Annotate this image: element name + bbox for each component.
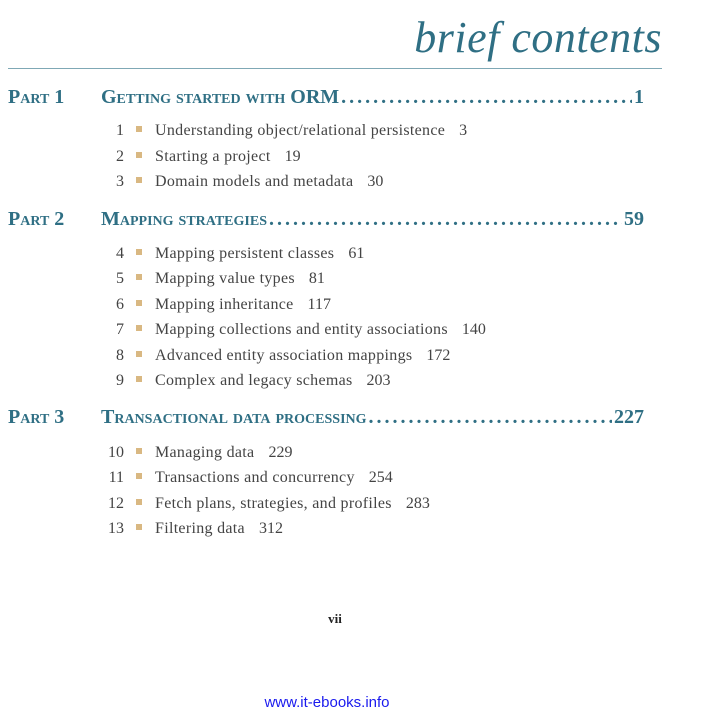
chapter-page-number: 229 bbox=[268, 444, 293, 461]
chapter-title: Mapping value types bbox=[155, 270, 295, 287]
page-number: vii bbox=[328, 611, 342, 626]
chapter-entry[interactable] bbox=[100, 321, 486, 343]
dot-leader bbox=[369, 406, 612, 429]
chapter-number: 11 bbox=[108, 469, 124, 486]
chapter-title: Advanced entity association mappings bbox=[155, 347, 413, 364]
chapter-title: Mapping collections and entity associations bbox=[155, 321, 448, 338]
chapter-page-number: 254 bbox=[368, 469, 393, 486]
bullet-square-icon bbox=[136, 126, 142, 132]
chapter-page-number: 283 bbox=[405, 495, 430, 512]
chapter-title: Mapping inheritance bbox=[155, 296, 294, 313]
dot-leader bbox=[269, 208, 622, 231]
bullet-square-icon bbox=[136, 325, 142, 331]
chapter-page-number: 81 bbox=[308, 270, 325, 287]
bullet-square-icon bbox=[136, 351, 142, 357]
chapter-entry[interactable] bbox=[100, 347, 450, 369]
part-title: Mapping strategies bbox=[101, 208, 267, 230]
chapter-page-number: 203 bbox=[366, 372, 391, 389]
chapter-entry[interactable] bbox=[100, 495, 430, 517]
chapter-title: Understanding object/relational persistence bbox=[155, 122, 446, 139]
part-label: Part 3 bbox=[8, 406, 65, 428]
dot-leader bbox=[341, 86, 632, 109]
chapter-number: 7 bbox=[116, 321, 124, 338]
chapter-title: Mapping persistent classes bbox=[155, 245, 335, 262]
bullet-square-icon bbox=[136, 152, 142, 158]
chapter-page-number: 61 bbox=[348, 245, 365, 262]
bullet-square-icon bbox=[136, 448, 142, 454]
bullet-square-icon bbox=[136, 177, 142, 183]
chapter-entry[interactable] bbox=[100, 122, 467, 144]
part-page-number: 227 bbox=[614, 406, 644, 428]
part-title-row bbox=[101, 406, 614, 429]
part-3-heading[interactable] bbox=[8, 406, 644, 434]
chapter-title: Complex and legacy schemas bbox=[155, 372, 353, 389]
title-rule bbox=[8, 68, 662, 69]
chapter-page-number: 312 bbox=[258, 520, 283, 537]
page-title: brief contents bbox=[414, 13, 662, 62]
chapter-page-number: 30 bbox=[367, 173, 384, 190]
chapter-number: 8 bbox=[116, 347, 124, 364]
chapter-entry[interactable] bbox=[100, 520, 283, 542]
bullet-square-icon bbox=[136, 274, 142, 280]
chapter-number: 12 bbox=[108, 495, 124, 512]
chapter-number: 13 bbox=[108, 520, 124, 537]
part-title: Getting started with ORM bbox=[101, 86, 340, 108]
watermark-link[interactable]: www.it-ebooks.info bbox=[264, 694, 390, 711]
chapter-number: 6 bbox=[116, 296, 124, 313]
bullet-square-icon bbox=[136, 300, 142, 306]
chapter-title: Transactions and concurrency bbox=[155, 469, 355, 486]
chapter-title: Filtering data bbox=[155, 520, 245, 537]
chapter-entry[interactable] bbox=[100, 270, 325, 292]
chapter-entry[interactable] bbox=[100, 296, 331, 318]
chapter-number: 1 bbox=[116, 122, 124, 139]
chapter-entry[interactable] bbox=[100, 444, 292, 466]
part-label: Part 2 bbox=[8, 208, 65, 230]
chapter-page-number: 3 bbox=[459, 122, 468, 139]
chapter-title: Fetch plans, strategies, and profiles bbox=[155, 495, 392, 512]
chapter-page-number: 140 bbox=[461, 321, 486, 338]
chapter-number: 5 bbox=[116, 270, 124, 287]
part-label: Part 1 bbox=[8, 86, 65, 108]
chapter-title: Managing data bbox=[155, 444, 255, 461]
bullet-square-icon bbox=[136, 499, 142, 505]
part-page-number: 59 bbox=[624, 208, 644, 230]
chapter-entry[interactable] bbox=[100, 469, 393, 491]
chapter-number: 10 bbox=[108, 444, 124, 461]
part-title-row bbox=[101, 208, 624, 231]
part-page-number: 1 bbox=[634, 86, 644, 108]
chapter-number: 4 bbox=[116, 245, 124, 262]
part-2-heading[interactable] bbox=[8, 208, 644, 236]
chapter-entry[interactable] bbox=[100, 148, 301, 170]
chapter-page-number: 19 bbox=[284, 148, 301, 165]
chapter-title: Domain models and metadata bbox=[155, 173, 354, 190]
chapter-page-number: 172 bbox=[426, 347, 451, 364]
chapter-page-number: 117 bbox=[307, 296, 331, 313]
bullet-square-icon bbox=[136, 473, 142, 479]
chapter-number: 3 bbox=[116, 173, 124, 190]
chapter-entry[interactable] bbox=[100, 245, 364, 267]
bullet-square-icon bbox=[136, 376, 142, 382]
chapter-entry[interactable] bbox=[100, 173, 383, 195]
chapter-title: Starting a project bbox=[155, 148, 271, 165]
part-1-heading[interactable] bbox=[8, 86, 644, 114]
chapter-number: 9 bbox=[116, 372, 124, 389]
part-title-row bbox=[101, 86, 634, 109]
bullet-square-icon bbox=[136, 249, 142, 255]
bullet-square-icon bbox=[136, 524, 142, 530]
part-title: Transactional data processing bbox=[101, 406, 367, 428]
chapter-number: 2 bbox=[116, 148, 124, 165]
chapter-entry[interactable] bbox=[100, 372, 391, 394]
